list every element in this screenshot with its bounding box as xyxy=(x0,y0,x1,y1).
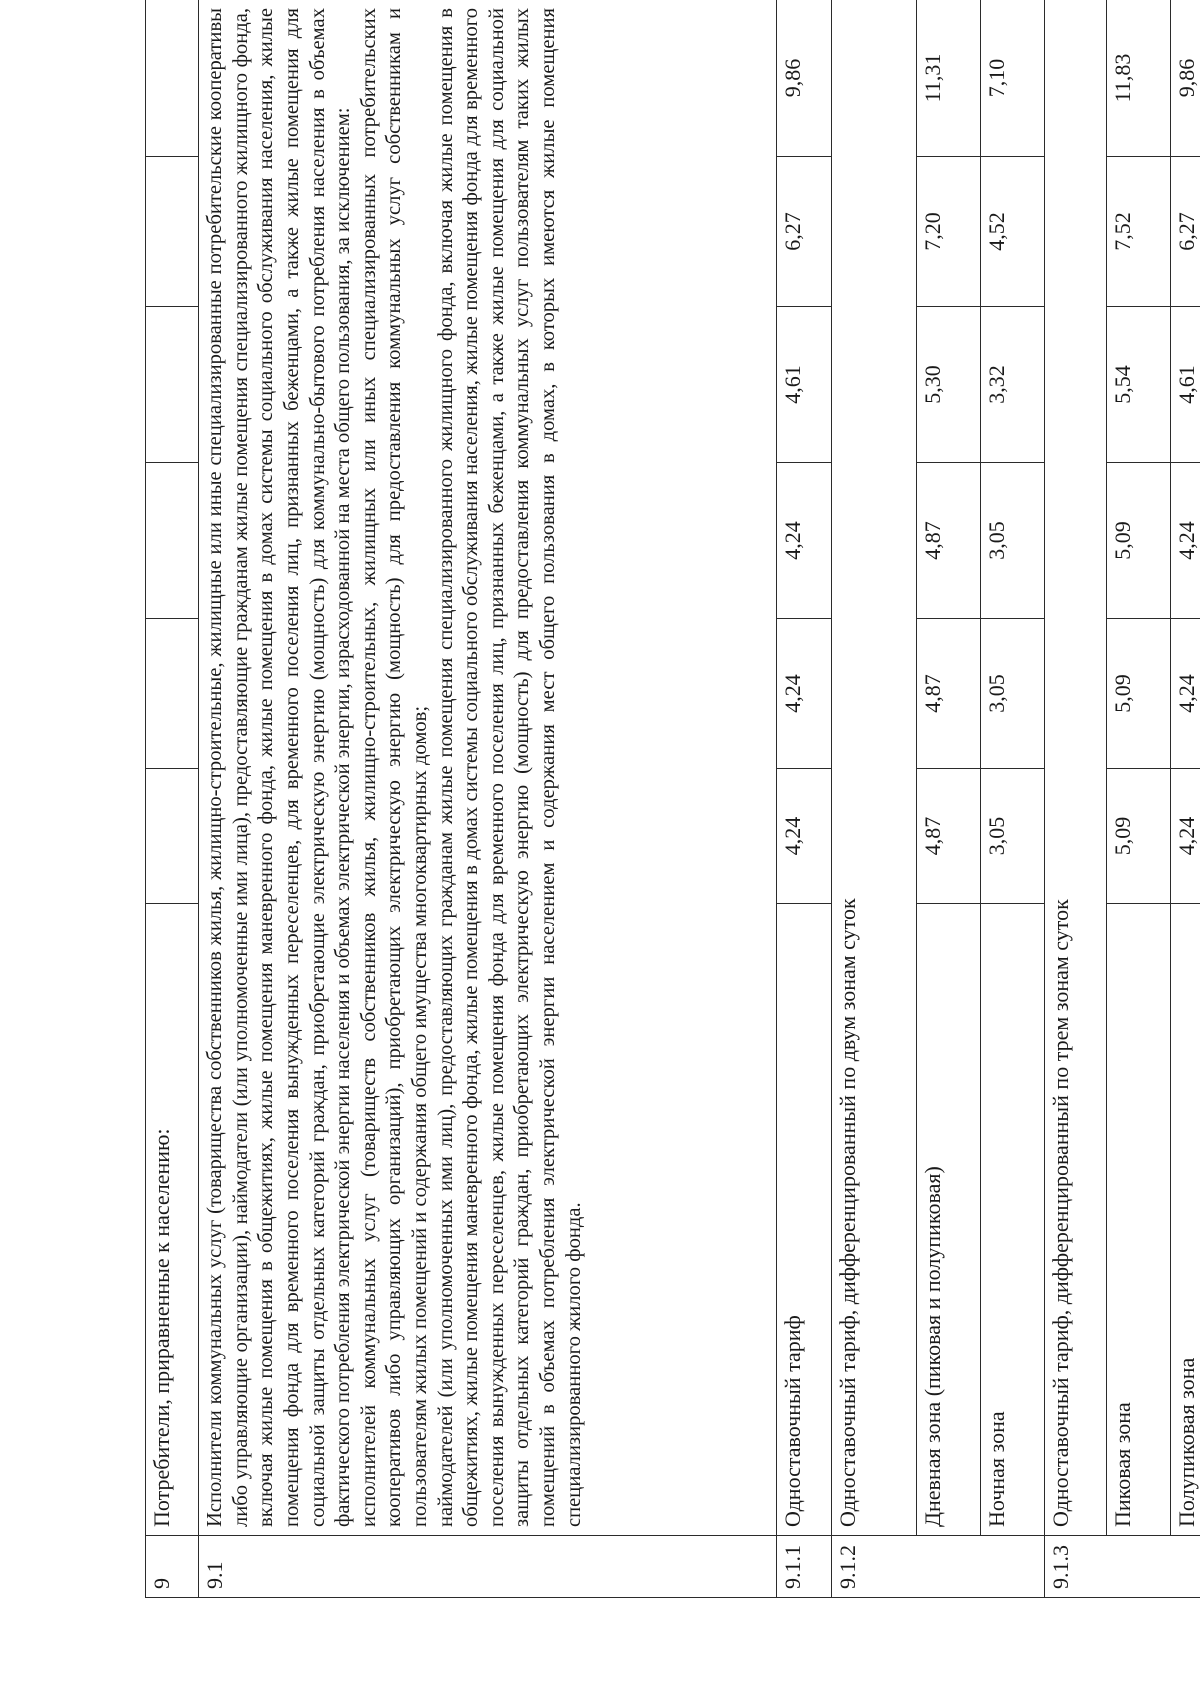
table-row xyxy=(146,0,199,1598)
tariff-value: 4,24 xyxy=(776,463,831,619)
tariff-table xyxy=(145,0,1200,1598)
tariff-value: 7,20 xyxy=(917,157,981,307)
tariff-value: 5,30 xyxy=(917,307,981,463)
table-row xyxy=(776,0,831,1598)
tariff-value: 3,32 xyxy=(981,307,1045,463)
tariff-value: 6,27 xyxy=(776,157,831,307)
description-paragraph: наймодателей (или уполномоченных ими лиц), предоставляющих гражданам жилые помещения специализированного жилищного фонда, включая жилые помещения в общежитиях, жилые помещения маневренного фонда, жилые помещения в домах системы социального обслуживания населения, жилые помещения фонда для временного поселения вынужденных переселенцев, жилые помещения фонда для временного поселения лиц, признанных беженцами, а также жилые помещения для социальной защиты отдельных категорий граждан, приобретающих электрическую энергию (мощность) для предоставления коммунальных услуг пользователям таких жилых помещений в объемах потребления электрической энергии населением и содержания мест общего пользования в домах, в которых имеются жилые помещения специализированного жилого фонда. xyxy=(434,8,585,1527)
tariff-value: 4,24 xyxy=(776,769,831,904)
tariff-value: 3,05 xyxy=(981,619,1045,769)
tariff-value: 9,86 xyxy=(776,0,831,157)
description-paragraph: исполнителей коммунальных услуг (товариществ собственников жилья, жилищно-строительных, жилищных или иных специализированных потребительских кооперативов либо управляющих организаций), приобретающих электрическую энергию (мощность) для предоставления коммунальных услуг собственникам и пользователям жилых помещений и содержания общего имущества многоквартирных домов; xyxy=(357,8,432,1527)
row-code: 9.1.1 xyxy=(776,1536,831,1598)
table-row xyxy=(1045,0,1107,1598)
tariff-value: 7,52 xyxy=(1107,157,1171,307)
tariff-value: 4,24 xyxy=(1171,769,1200,904)
row-code: 9 xyxy=(146,1536,199,1598)
row-label: Одноставочный тариф xyxy=(776,904,831,1536)
tariff-value: 4,24 xyxy=(776,619,831,769)
tariff-value: 4,61 xyxy=(776,307,831,463)
tariff-value: 5,54 xyxy=(1107,307,1171,463)
tariff-value: 11,31 xyxy=(917,0,981,157)
row-label: Одноставочный тариф, дифференцированный по двум зонам суток xyxy=(832,0,917,1536)
row-label: Ночная зона xyxy=(981,904,1045,1536)
tariff-value: 5,09 xyxy=(1107,769,1171,904)
tariff-value: 5,09 xyxy=(1107,619,1171,769)
tariff-value: 4,87 xyxy=(917,769,981,904)
rotated-page xyxy=(145,0,1200,1598)
tariff-value: 5,09 xyxy=(1107,463,1171,619)
row-label: Потребители, приравненные к населению: xyxy=(146,904,199,1536)
row-code: 9.1.2 xyxy=(832,1536,1045,1598)
row-label: Пиковая зона xyxy=(1107,904,1171,1536)
description-paragraph: Исполнители коммунальных услуг (товарищества собственников жилья, жилищно-строительные, жилищные или иные специализированные потребительские кооперативы либо управляющие организации), наймодатели (или уполномоченные ими лица), предоставляющие гражданам жилые помещения специализированного жилищного фонда, включая жилые помещения в общежитиях, жилые помещения маневренного фонда, жилые помещения в домах системы социального обслуживания населения, жилые помещения фонда для временного поселения вынужденных переселенцев, для временного поселения лиц, признанных беженцами, а также жилые помещения для социальной защиты отдельных категорий граждан, приобретающие электрическую энергию (мощность) для коммунально-бытового потребления населения в объемах фактического потребления электрической энергии населения и объемах электрической энергии, израсходованной на места общего пользования, за исключением: xyxy=(204,8,355,1527)
tariff-value: 3,05 xyxy=(981,463,1045,619)
table-row xyxy=(981,0,1045,1598)
tariff-value: 11,83 xyxy=(1107,0,1171,157)
row-label: Одноставочный тариф, дифференцированный по трем зонам суток xyxy=(1045,0,1107,1536)
row-description xyxy=(199,0,777,1536)
tariff-value: 3,05 xyxy=(981,769,1045,904)
tariff-value: 7,10 xyxy=(981,0,1045,157)
table-row xyxy=(1171,0,1200,1598)
tariff-value: 4,87 xyxy=(917,463,981,619)
table-row xyxy=(917,0,981,1598)
tariff-value: 4,87 xyxy=(917,619,981,769)
row-code: 9.1 xyxy=(199,1536,777,1598)
tariff-value: 4,61 xyxy=(1171,307,1200,463)
tariff-value: 9,86 xyxy=(1171,0,1200,157)
table-row xyxy=(199,0,777,1598)
tariff-value: 6,27 xyxy=(1171,157,1200,307)
table-row xyxy=(832,0,917,1598)
tariff-value: 4,24 xyxy=(1171,619,1200,769)
tariff-value: 4,24 xyxy=(1171,463,1200,619)
row-code: 9.1.3 xyxy=(1045,1536,1200,1598)
row-label: Полупиковая зона xyxy=(1171,904,1200,1536)
table-row xyxy=(1107,0,1171,1598)
tariff-value: 4,52 xyxy=(981,157,1045,307)
row-label: Дневная зона (пиковая и полупиковая) xyxy=(917,904,981,1536)
